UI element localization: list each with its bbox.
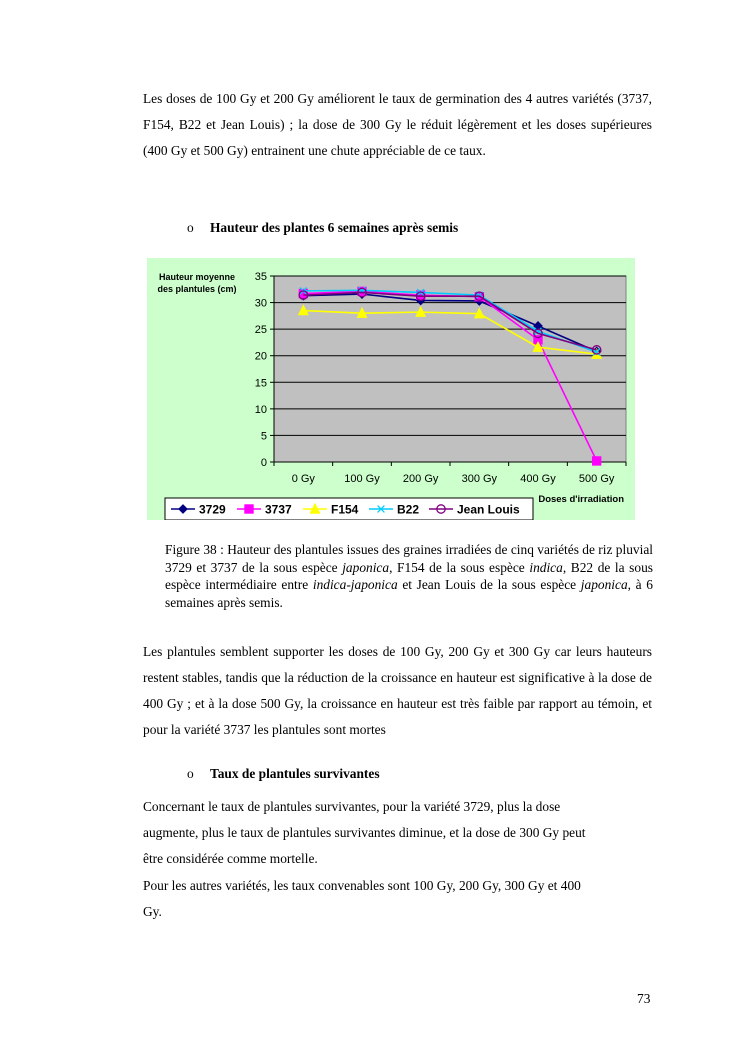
heading-hauteur-text: Hauteur des plantes 6 semaines après semis [210, 220, 459, 235]
y-tick-label: 0 [260, 457, 267, 469]
x-axis-title: Doses d'irradiation [538, 494, 624, 505]
data-point-3737 [592, 457, 600, 465]
chart-svg [147, 258, 635, 520]
paragraph-germination: Les doses de 100 Gy et 200 Gy améliorent le taux de germination des 4 autres variétés (3737, F154, B22 et Jean Louis) ; la dose de 300 Gy le réduit légèrement et les doses supérieures (400 Gy et 500 Gy) entrainent une chute appréciable de ce taux. [143, 91, 652, 158]
x-tick-label: 200 Gy [402, 473, 439, 485]
x-tick-label: 300 Gy [461, 473, 498, 485]
legend-label: Jean Louis [457, 502, 520, 517]
y-tick-label: 5 [260, 430, 267, 443]
plot-area [274, 276, 626, 462]
y-tick-label: 25 [254, 324, 267, 337]
y-tick-label: 30 [254, 297, 267, 310]
caption-em4: japonica [580, 577, 628, 592]
x-tick-label: 400 Gy [520, 473, 556, 485]
x-tick-label: 100 Gy [344, 473, 380, 485]
caption-part3: , B22 de la sous espèce intermédiaire entre [165, 559, 653, 592]
legend-label: F154 [331, 502, 359, 517]
paragraph-plantules: Les plantules semblent supporter les doses de 100 Gy, 200 Gy et 300 Gy car leurs hauteurs restent stables, tandis que la réduction de la croissance en hauteur est significative à la dose de 400 Gy ; et à la dose 500 Gy, la croissance en hauteur est très faible par rapport au témoin, et pour la variété 3737 les plantules sont mortes [143, 644, 652, 737]
caption-part4: et Jean Louis de la sous espèce [397, 577, 581, 592]
y-tick-label: 10 [254, 403, 267, 416]
caption-em2: indica [529, 559, 563, 575]
y-tick-label: 15 [254, 377, 267, 390]
bullet-icon: o [187, 220, 194, 235]
legend-label: 3737 [265, 502, 292, 517]
y-tick-label: 20 [254, 350, 267, 363]
figure-caption [165, 541, 653, 611]
legend-label: B22 [397, 502, 420, 517]
paragraph-survivantes-line1: Concernant le taux de plantules survivantes, pour la variété 3729, plus la dose [143, 799, 561, 814]
height-line-chart [147, 258, 635, 520]
paragraph-survivantes-line3: être considérée comme mortelle. [143, 851, 318, 866]
caption-part1: Figure 38 : Hauteur des plantules issues des graines irradiées de cinq variétés de riz pluvial 3729 et 3737 de la sous espèce [165, 542, 653, 575]
legend-label: 3729 [199, 502, 226, 517]
paragraph-survivantes-line2: augmente, plus le taux de plantules survivantes diminue, et la dose de 300 Gy peut [143, 825, 586, 840]
paragraph-autres-line2: Gy. [143, 904, 162, 919]
x-tick-label: 500 Gy [578, 473, 615, 485]
bullet-icon: o [187, 766, 194, 781]
heading-taux [187, 765, 380, 783]
caption-em1: japonica [342, 559, 390, 575]
page-number: 73 [637, 991, 651, 1006]
y-axis-title: des plantules (cm) [157, 284, 237, 294]
caption-part2: , F154 de la sous espèce [389, 559, 530, 575]
paragraph-autres-line1: Pour les autres variétés, les taux convenables sont 100 Gy, 200 Gy, 300 Gy et 400 [143, 878, 581, 893]
y-axis-title: Hauteur moyenne [158, 272, 236, 282]
y-tick-label: 35 [254, 271, 267, 283]
caption-em3: indica-japonica [312, 577, 398, 592]
heading-hauteur [187, 219, 458, 237]
legend-marker [245, 505, 253, 513]
heading-taux-text: Taux de plantules survivantes [210, 766, 380, 781]
x-tick-label: 0 Gy [291, 473, 315, 485]
caption-part5: , à 6 semaines après semis. [165, 577, 653, 610]
